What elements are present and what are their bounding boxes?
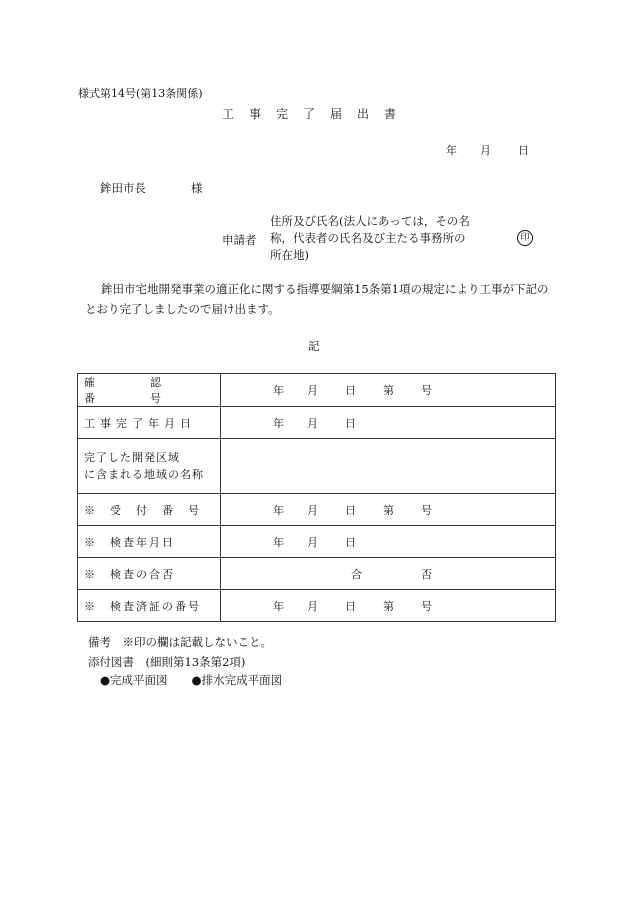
table-row (78, 494, 556, 526)
attached-item-completion-plan: ●完成平面図 (100, 673, 168, 687)
addressee (100, 180, 203, 196)
table-row (78, 407, 556, 439)
attached-item-drainage-plan: ●排水完成平面図 (191, 673, 283, 687)
row-value-confirmation-number[interactable]: 年 月 日 第 号 (221, 374, 556, 407)
date-month: 月 (480, 144, 491, 157)
applicant-info: 住所及び氏名(法人にあっては，その名称，代表者の氏名及び主たる事務所の所在地) (270, 214, 470, 262)
table-row (78, 374, 556, 407)
table-row (78, 590, 556, 622)
table-row (78, 558, 556, 590)
date-day: 日 (518, 144, 529, 157)
row-value-receipt-number[interactable]: 年 月 日 第 号 (221, 494, 556, 526)
attached-documents-label: 添付図書 (細則第13条第2項) (88, 655, 246, 669)
ki-heading: 記 (308, 339, 320, 353)
row-label-inspection-result: ※ 検査の合否 (78, 558, 221, 590)
submission-date (446, 142, 529, 158)
row-label-area-name: 完了した開発区域 に含まれる地域の名称 (78, 439, 221, 494)
document-title: 工事完了届出書 (222, 107, 412, 121)
applicant-label: 申請者 (222, 233, 257, 247)
row-value-area-name[interactable] (221, 439, 556, 494)
form-number-label: 様式第14号(第13条関係) (78, 87, 203, 100)
attached-documents-list (100, 672, 282, 688)
addressee-honorific: 様 (191, 181, 203, 195)
row-value-inspection-result[interactable]: 合 否 (221, 558, 556, 590)
completion-table (77, 373, 556, 622)
remark-note: 備考 ※印の欄は記載しないこと。 (88, 635, 272, 649)
table-row (78, 439, 556, 494)
row-label-receipt-number: ※ 受 付 番 号 (78, 494, 221, 526)
seal-icon: 印 (517, 230, 533, 246)
date-year: 年 (446, 144, 457, 157)
row-label-completion-date: 工事完了年月日 (78, 407, 221, 439)
row-value-completion-date[interactable]: 年 月 日 (221, 407, 556, 439)
addressee-name: 鉾田市長 (100, 181, 146, 195)
row-value-certificate-number[interactable]: 年 月 日 第 号 (221, 590, 556, 622)
row-label-certificate-number: ※ 検査済証の番号 (78, 590, 221, 622)
row-value-inspection-date[interactable]: 年 月 日 (221, 526, 556, 558)
row-label-inspection-date: ※ 検査年月日 (78, 526, 221, 558)
row-label-confirmation-number: 確 認 番 号 (78, 374, 221, 407)
body-text: 鉾田市宅地開発事業の適正化に関する指導要綱第15条第1項の規定により工事が下記のとおり完了しましたので届け出ます。 (85, 282, 549, 316)
table-row (78, 526, 556, 558)
